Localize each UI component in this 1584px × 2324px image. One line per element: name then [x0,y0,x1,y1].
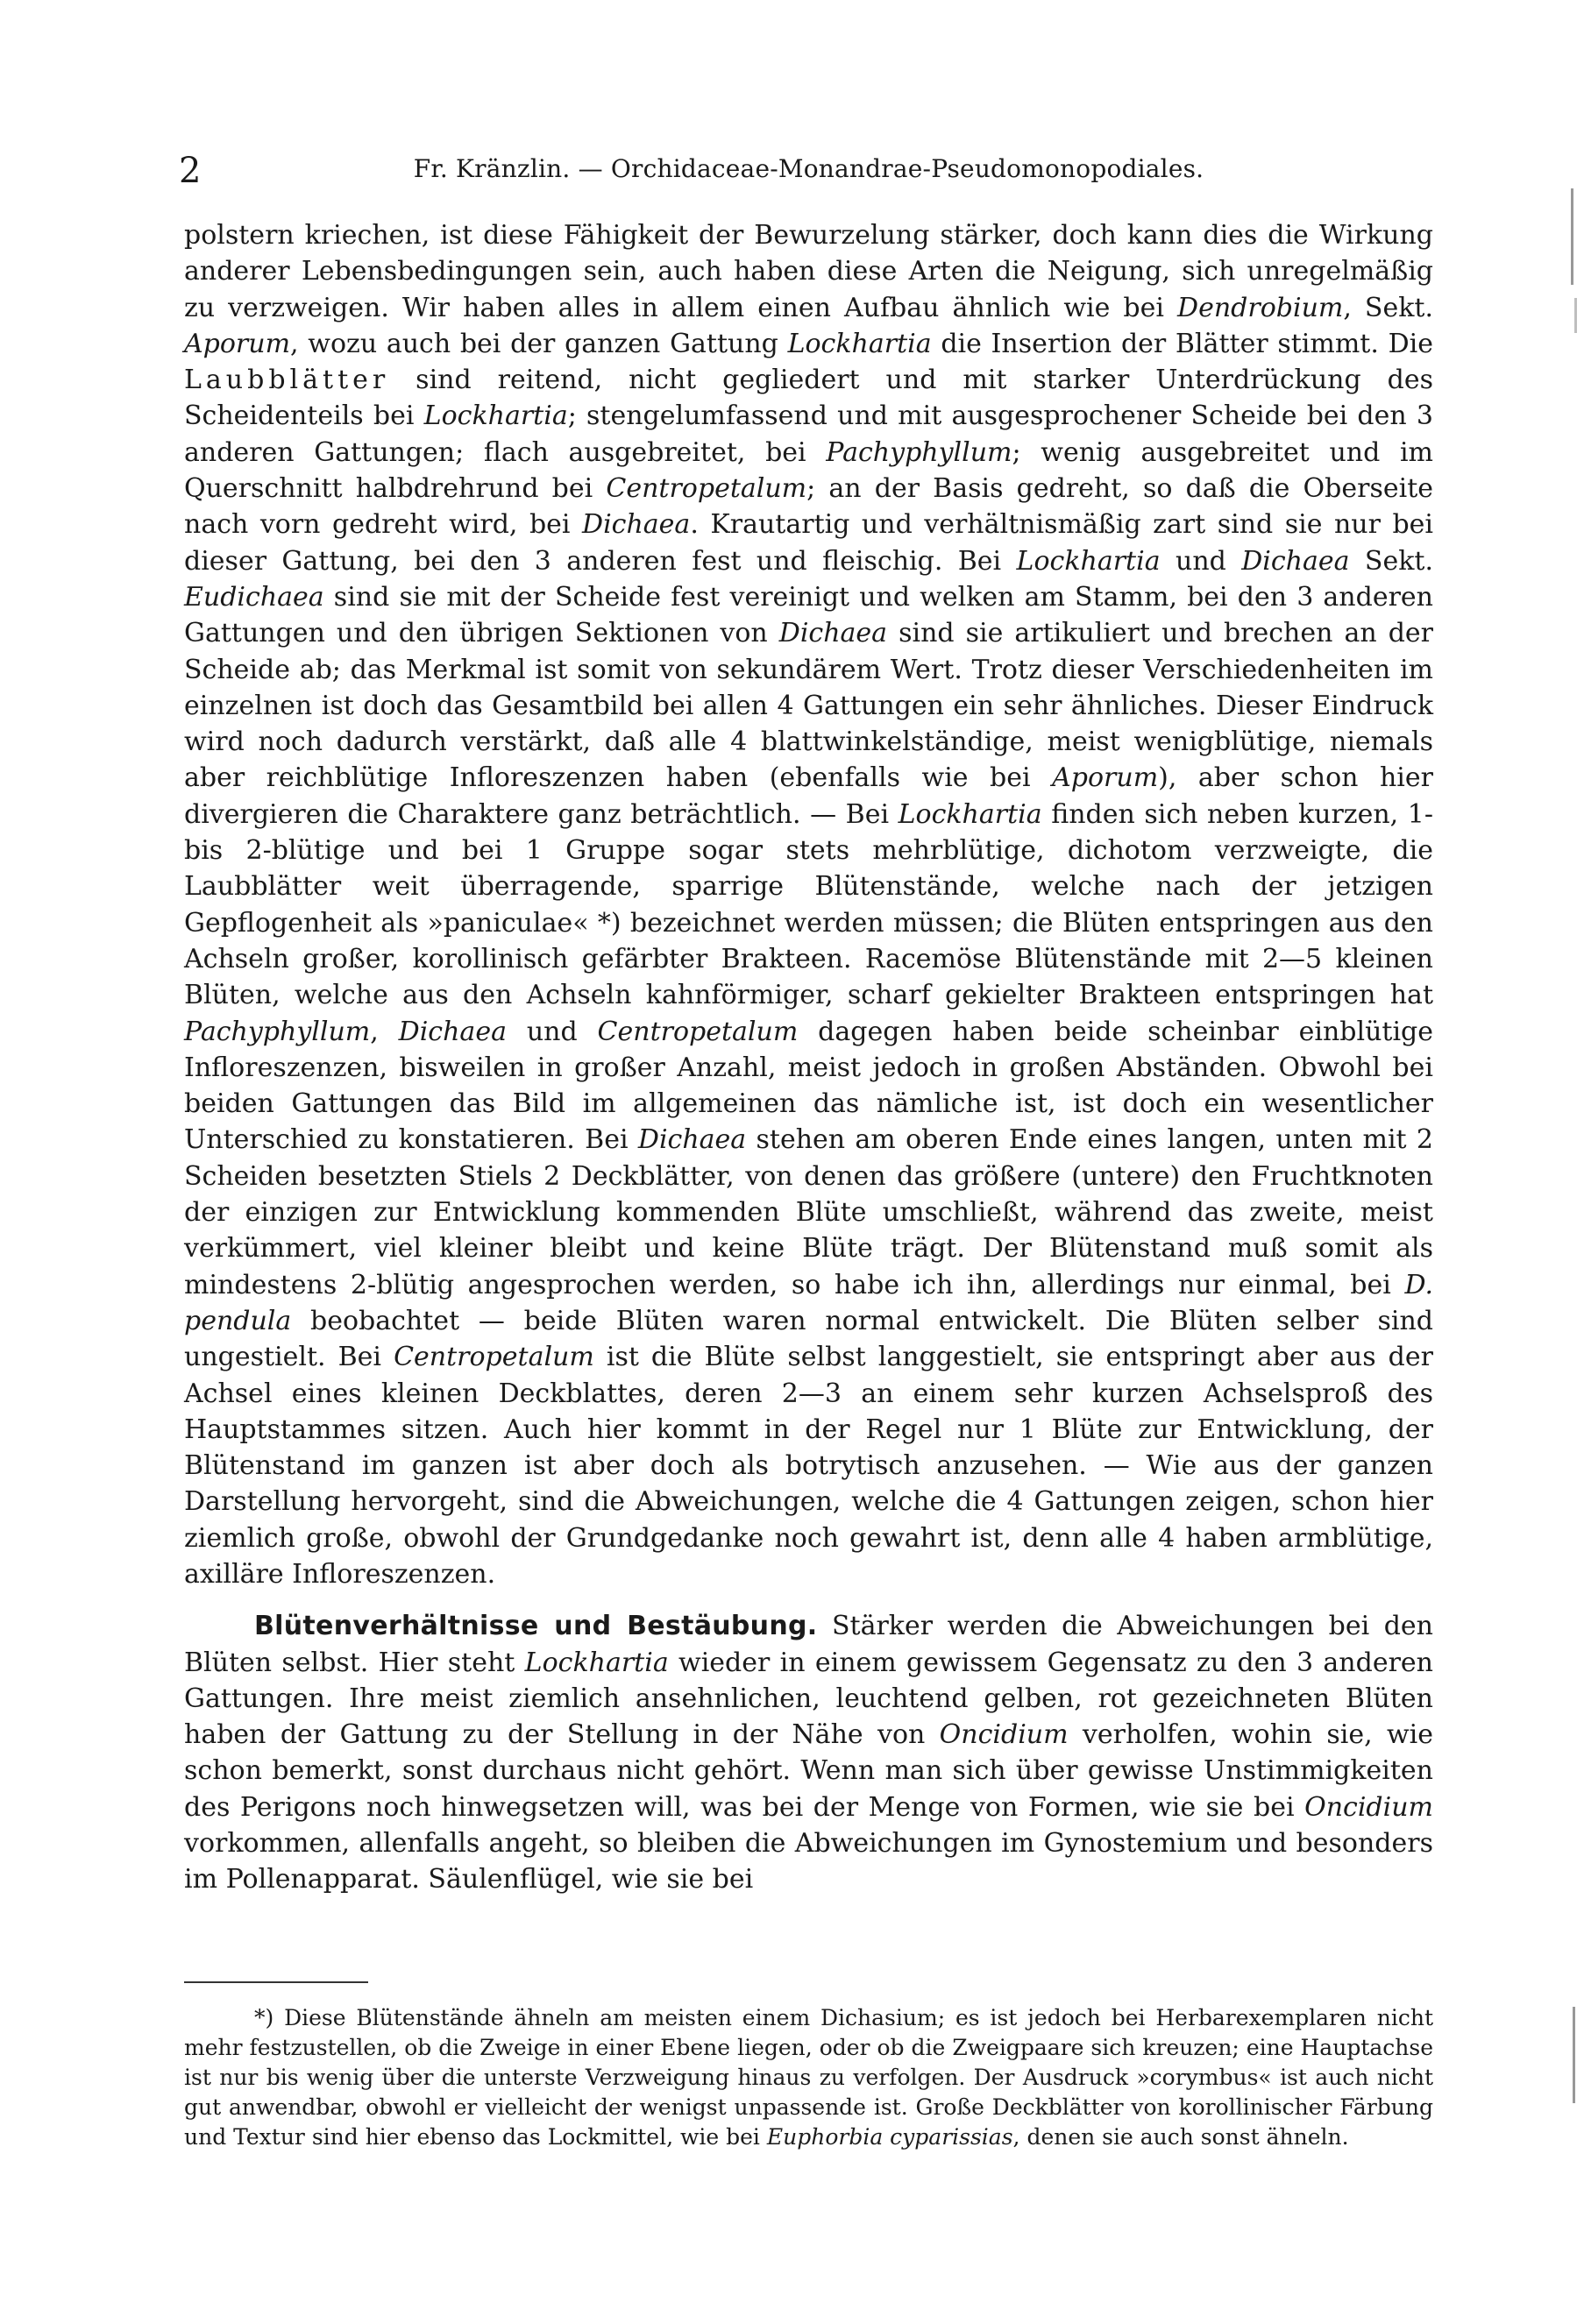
footnote-divider [184,1981,368,1983]
scan-edge-mark [1573,2007,1575,2103]
page-header [179,147,1433,200]
taxon-name: Dichaea [1241,545,1350,577]
paragraph-leaf-morphology: polstern kriechen, ist diese Fähigkeit der Bewurzelung stärker, doch kann dies die Wirkung anderer Lebensbedingungen sein, auch haben diese Arten die Neigung, sich unregelmäßig zu verzweigen. Wir haben alles in allem einen Aufbau ähnlich wie bei Dendrobium, Sekt. Aporum, wozu auch bei der ganzen Gattung Lockhartia die Insertion der Blätter stimmt. Die Laubblätter sind reitend, nicht gegliedert und mit starker Unterdrückung des Scheidenteils bei Lockhartia; stengelumfassend und mit ausgesprochener Scheide bei den 3 anderen Gattungen; flach ausgebreitet, bei Pachyphyllum; wenig ausgebreitet und im Querschnitt halbdrehrund bei Centropetalum; an der Basis gedreht, so daß die Oberseite nach vorn gedreht wird, bei Dichaea. Krautartig und verhältnismäßig zart sind sie nur bei dieser Gattung, bei den 3 anderen fest und fleischig. Bei Lockhartia und Dichaea Sekt. Eudichaea sind sie mit der Scheide fest vereinigt und welken am Stamm, bei den 3 anderen Gattungen und den übrigen Sektionen von Dichaea sind sie artikuliert und brechen an der Scheide ab; das Merkmal ist somit von sekundärem Wert. Trotz dieser Verschiedenheiten im einzelnen ist doch das Gesamtbild bei allen 4 Gattungen ein sehr ähnliches. Dieser Eindruck wird noch dadurch verstärkt, daß alle 4 blattwinkelständige, meist wenigblütige, niemals aber reichblütige Infloreszenzen haben (ebenfalls wie bei Aporum), aber schon hier divergieren die Charaktere ganz beträchtlich. — Bei Lockhartia finden sich neben kurzen, 1- bis 2-blütige und bei 1 Gruppe sogar stets mehrblütige, dichotom verzweigte, die Laubblätter weit überragende, sparrige Blütenstände, welche nach der jetzigen Gepflogenheit als »paniculae« *) bezeichnet werden müssen; die Blüten entspringen aus den Achseln großer, korollinisch gefärbter Brakteen. Racemöse Blütenstände mit 2—5 kleinen Blüten, welche aus den Achseln kahnförmiger, scharf gekielter Brakteen entspringen hat Pachyphyllum, Dichaea und Centropetalum dagegen haben beide scheinbar einblütige Infloreszenzen, bisweilen in großer Anzahl, meist jedoch in großen Abständen. Obwohl bei beiden Gattungen das Bild im allgemeinen das nämliche ist, ist doch ein wesentlicher Unterschied zu konstatieren. Bei Dichaea stehen am oberen Ende eines langen, unten mit 2 Scheiden besetzten Stiels 2 Deckblätter, von denen das größere (untere) den Fruchtknoten der einzigen zur Entwicklung kommenden Blüte umschließt, während das zweite, meist verkümmert, viel kleiner bleibt und keine Blüte trägt. Der Blütenstand muß somit als mindestens 2-blütig angesprochen werden, so habe ich ihn, allerdings nur einmal, bei D. pendula beobachtet — beide Blüten waren normal entwickelt. Die Blüten selber sind ungestielt. Bei Centropetalum ist die Blüte selbst langgestielt, sie entspringt aber aus der Achsel eines kleinen Deckblattes, deren 2—3 an einem sehr kurzen Achselsproß des Hauptstammes sitzen. Auch hier kommt in der Regel nur 1 Blüte zur Entwicklung, der Blütenstand im ganzen ist aber doch als botrytisch anzusehen. — Wie aus der ganzen Darstellung hervorgeht, sind die Abweichungen, welche die 4 Gattungen zeigen, schon hier ziemlich große, obwohl der Grundgedanke noch gewahrt ist, denn alle 4 haben armblütige, axilläre Infloreszenzen. [184,220,1434,1590]
running-head: Fr. Kränzlin. — Orchidaceae-Monandrae-Pseudomonopodiales. [413,154,1204,183]
taxon-name: Dichaea [582,509,691,541]
page-number: 2 [179,151,202,191]
emphasized-term: Laubblätter [184,365,390,396]
page [179,147,1434,2285]
paragraph-flowers-pollination: Blütenverhältnisse und Bestäubung. Stärker werden die Abweichungen bei den Blüten selbst. Hier steht Lockhartia wieder in einem gewissem Gegensatz zu den 3 anderen Gattungen. Ihre meist ziemlich ansehnlichen, leuchtend gelben, rot gezeichneten Blüten haben der Gattung zu der Stellung in der Nähe von Oncidium verholfen, wohin sie, wie schon bemerkt, sonst durchaus nicht gehört. Wenn man sich über gewisse Unstimmigkeiten des Perigons noch hinwegsetzen will, was bei der Menge von Formen, wie sie bei Oncidium vorkommen, allenfalls angeht, so bleiben die Abweichungen im Gynostemium und besonders im Pollenapparat. Säulenflügel, wie sie bei [184,1611,1433,1895]
taxon-name: Euphorbia cyparissias [766,2124,1013,2150]
scan-edge-mark [1574,298,1577,333]
taxon-name: Pachyphyllum [184,1016,371,1047]
scan-edge-mark [1571,188,1573,285]
taxon-name: Aporum [1052,762,1159,794]
taxon-name: Dendrobium [1177,292,1344,323]
taxon-name: Centropetalum [597,1016,799,1047]
taxon-name: Aporum [184,328,291,359]
taxon-name: Lockhartia [423,400,568,432]
taxon-name: Lockhartia [898,798,1042,830]
taxon-name: Centropetalum [606,473,807,505]
footnote: *) Diese Blütenstände ähneln am meisten einem Dichasium; es ist jedoch bei Herbarexemplaren nicht mehr festzustellen, ob die Zweige in einer Ebene liegen, oder ob die Zweigpaare sich kreuzen; eine Hauptachse ist nur bis wenig über die unterste Verzweigung hinaus zu verfolgen. Der Ausdruck »corymbus« ist auch nicht gut anwendbar, obwohl er vielleicht der wenigst unpassende ist. Große Deckblätter von korollinischer Färbung und Textur sind hier ebenso das Lockmittel, wie bei Euphorbia cyparissias, denen sie auch sonst ähneln. [184,2005,1433,2150]
taxon-name: Pachyphyllum [826,436,1012,468]
taxon-name: Oncidium [1304,1791,1433,1823]
taxon-name: Lockhartia [1016,545,1161,577]
taxon-name: Centropetalum [394,1342,594,1373]
taxon-name: Dichaea [778,618,888,649]
section-heading: Blütenverhältnisse und Bestäubung. [254,1611,818,1642]
taxon-name: D. pendula [184,1269,1433,1336]
taxon-name: Lockhartia [524,1647,669,1678]
taxon-name: Eudichaea [184,581,324,613]
taxon-name: Dichaea [637,1124,747,1156]
taxon-name: Dichaea [398,1016,507,1047]
taxon-name: Lockhartia [787,328,932,359]
taxon-name: Oncidium [939,1719,1069,1751]
body-text [184,217,1433,1898]
